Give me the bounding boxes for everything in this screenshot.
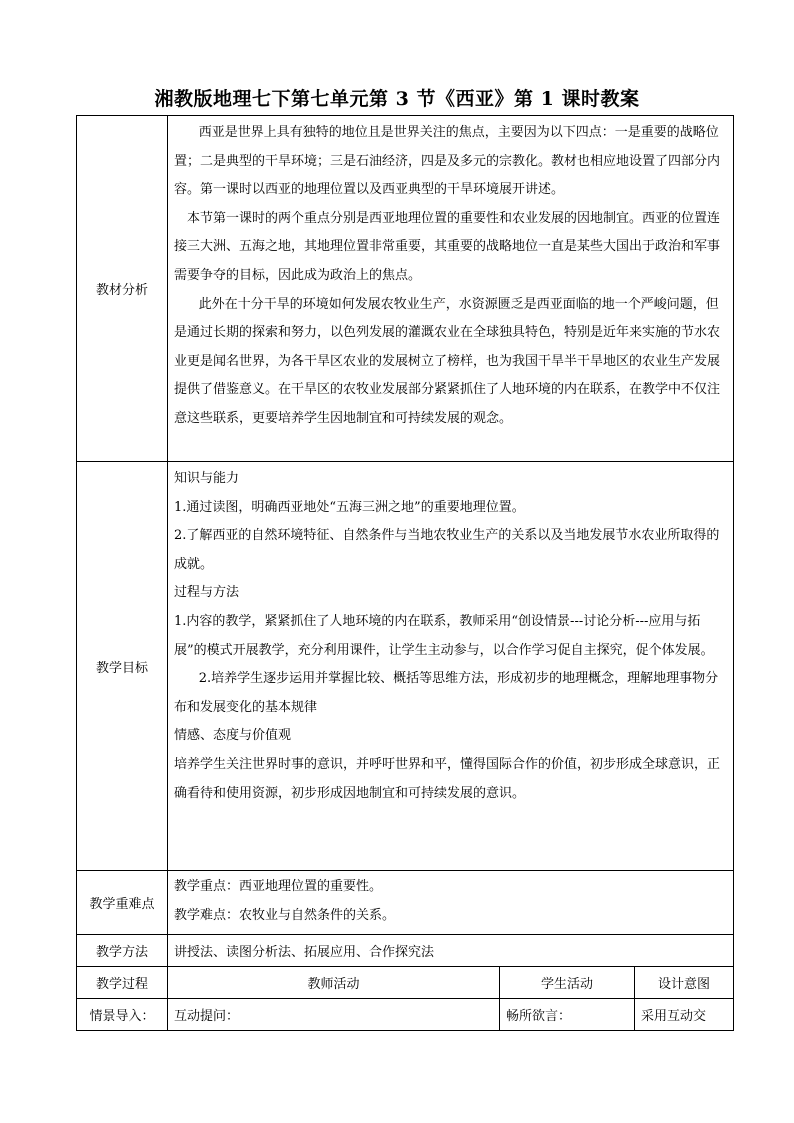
analysis-content [168, 116, 734, 462]
goals-item: 2.培养学生逐步运用并掌握比较、概括等思维方法，形成初步的地理概念，理解地理事物分布和发展变化的基本规律 [174, 671, 719, 715]
intro-intent: 采用互动交 [635, 999, 734, 1031]
intro-student: 畅所欲言： [500, 999, 635, 1031]
methods-value: 讲授法、读图分析法、拓展应用、合作探究法 [168, 935, 734, 967]
row-methods [77, 935, 734, 967]
label-analysis: 教材分析 [77, 116, 168, 462]
goals-item: 培养学生关注世界时事的意识，并呼吁世界和平，懂得国际合作的价值，初步形成全球意识，正确看待和使用资源，初步形成因地制宜和可持续发展的意识。 [174, 756, 721, 801]
goals-item: 1.通过读图，明确西亚地处“五海三洲之地”的重要地理位置。 [174, 499, 525, 515]
key-point-difficulty: 教学难点：农牧业与自然条件的关系。 [174, 907, 396, 923]
row-goals [77, 462, 734, 871]
key-point-focus: 教学重点：西亚地理位置的重要性。 [174, 879, 383, 894]
analysis-paragraph: 西亚是世界上具有独特的地位且是世界关注的焦点，主要因为以下四点：一是重要的战略位置；二是典型的干旱环境；三是石油经济，四是及多元的宗教化。教材也相应地设置了四部分内容。第一课时以西亚的地理位置以及西亚典型的干旱环境展开讲述。 [174, 125, 721, 198]
analysis-paragraph: 此外在十分干旱的环境如何发展农牧业生产，水资源匮乏是西亚面临的地一个严峻问题，但是通过长期的探索和努力，以色列发展的灌溉农业在全球独具特色，特别是近年来实施的节水农业更是闻名世界，为各干旱区农业的发展树立了榜样，也为我国干旱半干旱地区的农业生产发展提供了借鉴意义。在干旱区的农牧业发展部分紧紧抓住了人地环境的内在联系，在教学中不仅注意这些联系，更要培养学生因地制宜和可持续发展的观念。 [174, 296, 721, 426]
intro-teacher: 互动提问： [168, 999, 500, 1031]
key-points-content [168, 871, 734, 935]
goals-item: 1.内容的教学，紧紧抓住了人地环境的内在联系，教师采用“创设情景---讨论分析---应用与拓展”的模式开展教学，充分利用课件，让学生主动参与，以合作学习促自主探究，促个体发展。 [174, 613, 714, 658]
goals-item: 2.了解西亚的自然环境特征、自然条件与当地农牧业生产的关系以及当地发展节水农业所取得的成就。 [174, 528, 720, 572]
document-title: 湘教版地理七下第七单元第 3 节《西亚》第 1 课时教案 [154, 88, 640, 110]
goals-heading-emotion: 情感、态度与价值观 [174, 728, 292, 744]
row-process-header [77, 967, 734, 999]
row-key-points [77, 871, 734, 935]
goals-content [168, 462, 734, 871]
analysis-paragraph: 本节第一课时的两个重点分别是西亚地理位置的重要性和农业发展的因地制宜。西亚的位置连接三大洲、五海之地，其地理位置非常重要，其重要的战略地位一直是某些大国出于政治和军事需要争夺的目标，因此成为政治上的焦点。 [174, 210, 721, 283]
label-methods: 教学方法 [77, 935, 168, 967]
intro-stage: 情景导入： [77, 999, 168, 1031]
goals-heading-knowledge: 知识与能力 [174, 471, 240, 486]
header-design-intent: 设计意图 [635, 967, 734, 999]
row-intro [77, 999, 734, 1031]
header-process: 教学过程 [77, 967, 168, 999]
lesson-plan-table [76, 115, 734, 1031]
label-goals: 教学目标 [77, 462, 168, 871]
row-analysis [77, 116, 734, 462]
label-key-points: 教学重难点 [77, 871, 168, 935]
goals-heading-process: 过程与方法 [174, 585, 240, 601]
header-teacher-activity: 教师活动 [168, 967, 500, 999]
header-student-activity: 学生活动 [500, 967, 635, 999]
